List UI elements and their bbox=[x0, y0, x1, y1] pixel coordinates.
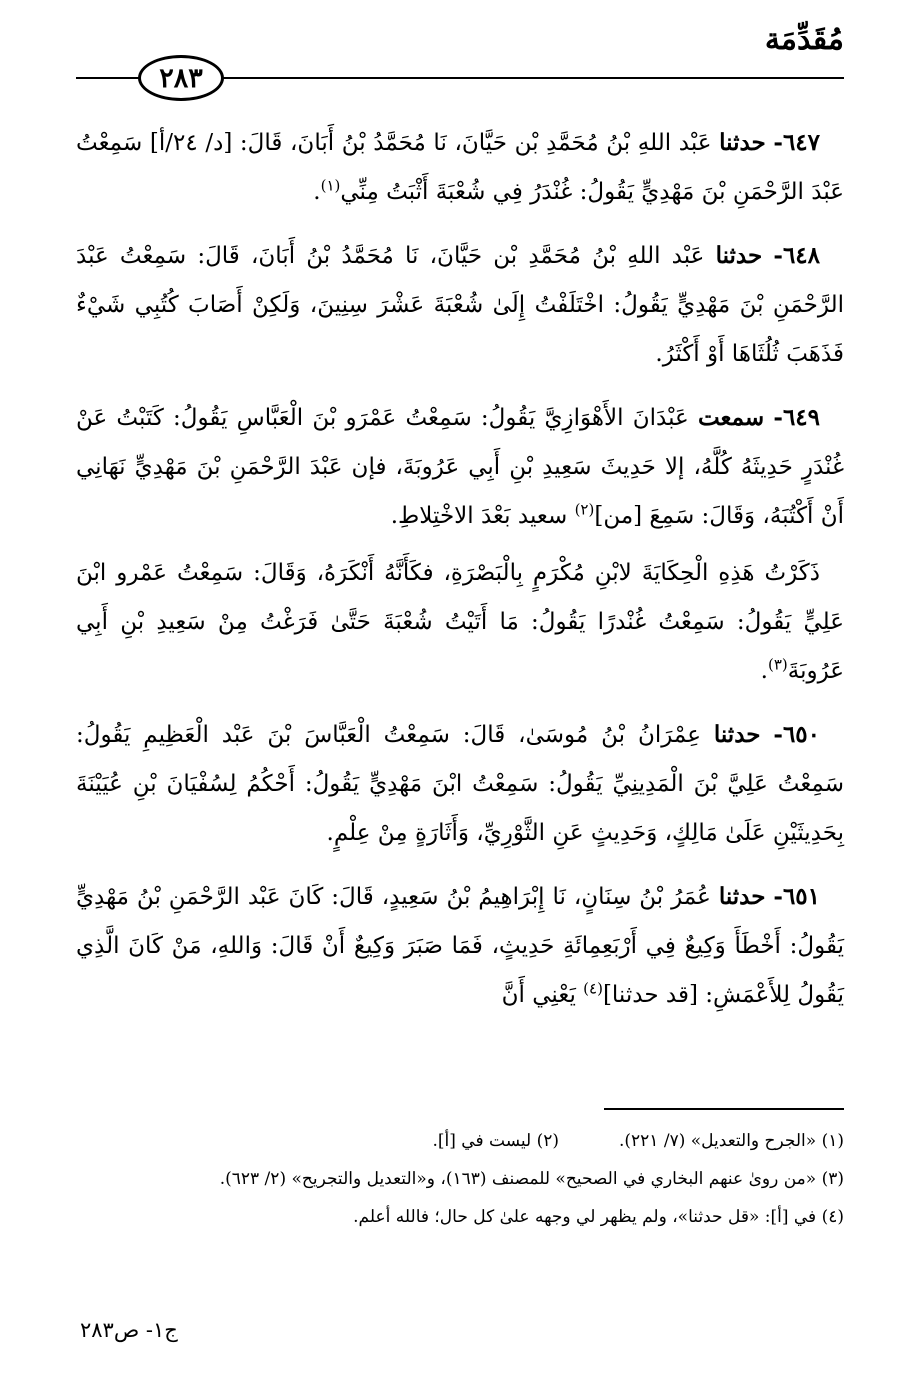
footnote-3: (٣) «من رویٰ عنهم البخاري في الصحيح» للمصنف (١٦٣)، و«التعديل والتجريح» (٢/ ٦٢٣). bbox=[219, 1169, 844, 1189]
paragraph-648 bbox=[76, 231, 844, 379]
paragraph-651 bbox=[76, 872, 844, 1020]
paragraph-end: . bbox=[313, 179, 321, 205]
hadith-keyword: حدثنا bbox=[715, 242, 763, 269]
footnote-marker: (٢) bbox=[574, 500, 595, 519]
paragraph-649 bbox=[76, 393, 844, 541]
paragraph-end: . bbox=[760, 658, 768, 684]
footnotes bbox=[76, 1122, 844, 1236]
volume-page-reference: ج١- ص٢٨٣ bbox=[80, 1318, 178, 1342]
hadith-keyword: حدثنا bbox=[718, 883, 766, 910]
paragraph-end: يَعْنِي أَنَّ bbox=[501, 982, 584, 1008]
paragraph-650 bbox=[76, 710, 844, 858]
hadith-number: ٦٤٩- bbox=[773, 404, 820, 431]
paragraph-text: عَبْد اللهِ بْنُ مُحَمَّدِ بْن حَيَّانَ، نَا مُحَمَّدُ بْنُ أَبَانَ، قَالَ: سَمِعْتُ عَبْدَ الرَّحْمَنِ بْنَ مَهْدِيٍّ يَقُولُ: اخْتَلَفْتُ إِلَىٰ شُعْبَةَ عَشْرَ سِنِينَ، وَلَكِنْ أَصَابَ كُتُبِي شَيْءٌ فَذَهَبَ ثُلُثَاهَا أَوْ أَكْثَرُ. bbox=[76, 243, 844, 367]
paragraph-text: عَبْد اللهِ بْنُ مُحَمَّدِ بْن حَيَّانَ، نَا مُحَمَّدُ بْنُ أَبَانَ، قَالَ: [د/ ٢٤/أ] سَمِعْتُ عَبْدَ الرَّحْمَنِ بْنَ مَهْدِيٍّ يَقُولُ: غُنْدَرُ فِي شُعْبَةَ أَثْبَتُ مِنِّي bbox=[76, 130, 844, 205]
footnote-2: (٢) ليست في [أ]. bbox=[432, 1131, 559, 1151]
main-text bbox=[76, 118, 844, 1034]
footnote-marker: (١) bbox=[320, 176, 341, 195]
footnote-4: (٤) في [أ]: «قل حدثنا»، ولم يظهر لي وجهه علىٰ كل حال؛ فالله أعلم. bbox=[353, 1207, 844, 1227]
footnote-1: (١) «الجرح والتعديل» (٧/ ٢٢١). bbox=[619, 1131, 844, 1151]
hadith-keyword: حدثنا bbox=[719, 129, 766, 156]
footnote-marker: (٤) bbox=[583, 979, 603, 998]
paragraph-649-continued bbox=[76, 549, 844, 696]
hadith-number: ٦٤٨- bbox=[773, 242, 821, 269]
running-header: مُقَدِّمَة bbox=[764, 22, 844, 57]
hadith-number: ٦٥١- bbox=[773, 883, 821, 910]
footnote-rule bbox=[604, 1108, 844, 1110]
paragraph-end: سعيد بَعْدَ الاخْتِلاطِ. bbox=[390, 503, 575, 529]
hadith-number: ٦٥٠- bbox=[773, 721, 820, 748]
page-number-badge: ٢٨٣ bbox=[138, 55, 224, 101]
paragraph-text: ذَكَرْتُ هَذِهِ الْحِكَايَةَ لابْنِ مُكْرَمٍ بِالْبَصْرَةِ، فكَأَنَّهُ أَنْكَرَهُ، وَقَالَ: سَمِعْتُ عَمْرو ابْنَ عَلِيٍّ يَقُولُ: سَمِعْتُ غُنْدرًا يَقُولُ: مَا أَتَيْتُ شُعْبَةَ حَتَّىٰ فَرَغْتُ مِنْ سَعِيدِ بْنِ أَبِي عَرُوبَةَ bbox=[76, 560, 844, 684]
hadith-keyword: حدثنا bbox=[713, 721, 761, 748]
paragraph-text: عَبْدَانَ الأَهْوَازِيَّ يَقُولُ: سَمِعْتُ عَمْرَو بْنَ الْعَبَّاسِ يَقُولُ: كَتَبْتُ عَنْ غُنْدَرٍ حَدِيثَهُ كُلَّهُ، إلا حَدِيثَ سَعِيدِ بْنِ أَبِي عَرُوبَةَ، فإن عَبْدَ الرَّحْمَنِ بْنَ مَهْدِيٍّ نَهَانِي أَنْ أَكْتُبَهُ، وَقَالَ: سَمِعَ [من] bbox=[76, 405, 844, 529]
paragraph-text: عِمْرَانُ بْنُ مُوسَىٰ، قَالَ: سَمِعْتُ الْعَبَّاسَ بْنَ عَبْد الْعَظِيمِ يَقُولُ: سَمِعْتُ عَلِيَّ بْنَ الْمَدِينِيِّ يَقُولُ: سَمِعْتُ ابْنَ مَهْدِيٍّ يَقُولُ: أَحْكُمُ لِسُفْيَانَ بْنِ عُيَيْنَةَ بِحَدِيثَيْنِ عَلَىٰ مَالِكٍ، وَحَدِيثٍ عَنِ الثَّوْرِيِّ، وَأَثَارَةٍ مِنْ عِلْمٍ. bbox=[76, 722, 844, 846]
hadith-number: ٦٤٧- bbox=[773, 129, 820, 156]
paragraph-647 bbox=[76, 118, 844, 217]
footnote-row bbox=[76, 1122, 844, 1160]
footnote-marker: (٣) bbox=[767, 655, 788, 674]
hadith-keyword: سمعت bbox=[697, 404, 765, 431]
paragraph-text: عُمَرُ بْنُ سِنَانٍ، نَا إِبْرَاهِيمُ بْنُ سَعِيدٍ، قَالَ: كَانَ عَبْد الرَّحْمَنِ بْنُ مَهْدِيٍّ يَقُولُ: أَخْطَأَ وَكِيعٌ فِي أَرْبَعِمِائَةِ حَدِيثٍ، فَمَا صَبَرَ وَكِيعٌ أَنْ قَالَ: وَاللهِ، مَنْ كَانَ الَّذِي يَقُولُ لِلأَعْمَشِ: [قد حدثنا] bbox=[76, 884, 844, 1008]
